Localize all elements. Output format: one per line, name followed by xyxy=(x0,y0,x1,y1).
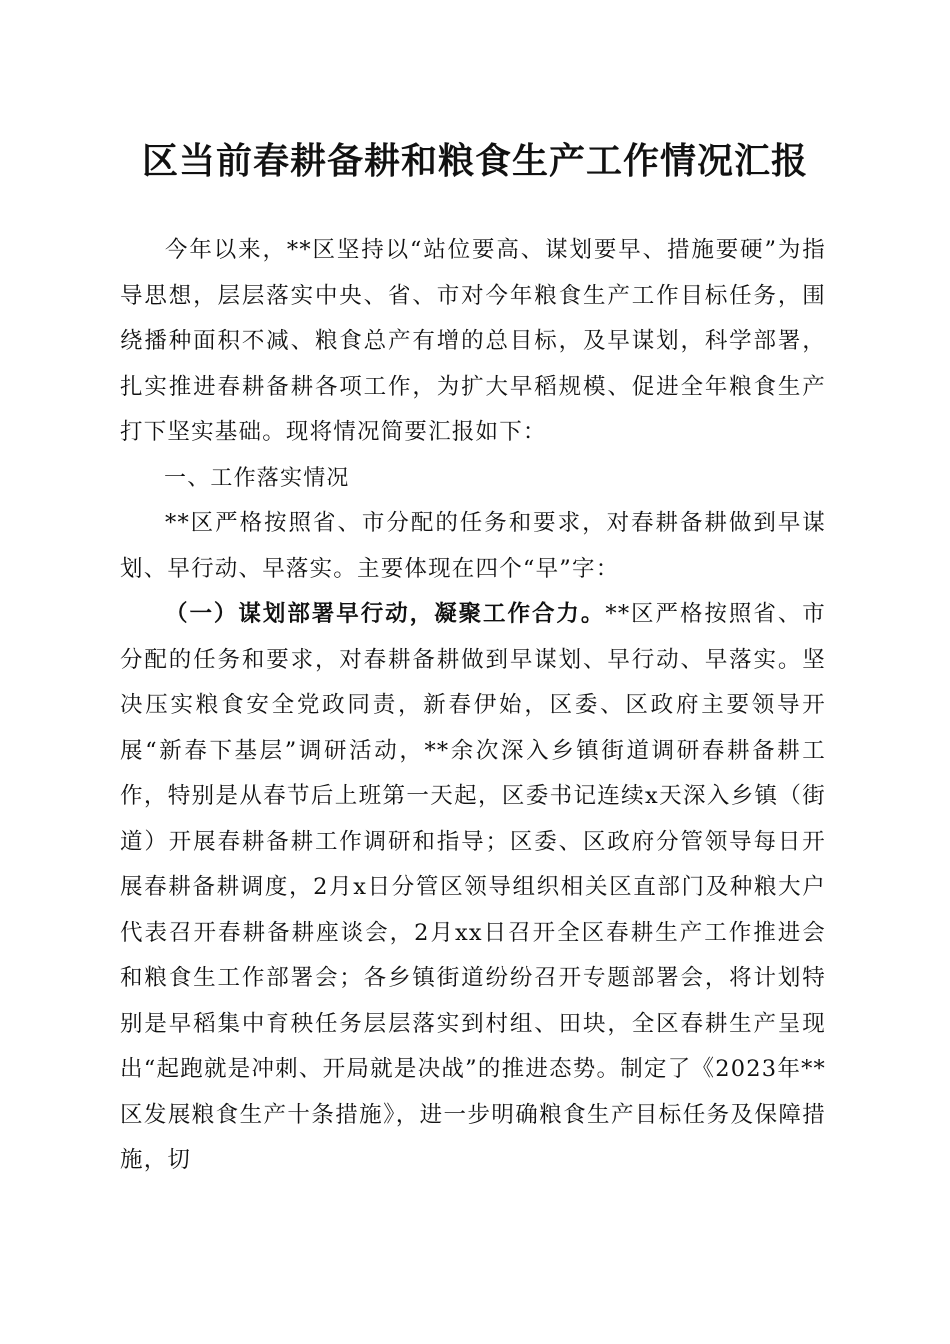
section-heading: 一、工作落实情况 xyxy=(164,465,350,491)
subsection-heading: （一）谋划部署早行动，凝聚工作合力。 xyxy=(165,601,606,627)
intro-paragraph: 今年以来，**区坚持以“站位要高、谋划要早、措施要硬”为指导思想，层层落实中央、省、市对今年粮食生产工作目标任务，围绕播种面积不减、粮食总产有增的总目标，及早谋划，科学部署，扎实推进春耕备耕各项工作，为扩大早稻规模、促进全年粮食生产打下坚实基础。现将情况简要汇报如下： xyxy=(120,237,826,445)
section-intro-paragraph: **区严格按照省、市分配的任务和要求，对春耕备耕做到早谋划、早行动、早落实。主要体现在四个“早”字： xyxy=(120,510,826,582)
document-title: 区当前春耕备耕和粮食生产工作情况汇报 xyxy=(141,140,808,182)
document-body xyxy=(120,228,826,1184)
subsection-body: **区严格按照省、市分配的任务和要求，对春耕备耕做到早谋划、早行动、早落实。坚决压实粮食安全党政同责，新春伊始，区委、区政府主要领导开展“新春下基层”调研活动，**余次深入乡镇街道调研春耕备耕工作，特别是从春节后上班第一天起，区委书记连续x天深入乡镇（街道）开展春耕备耕工作调研和指导；区委、区政府分管领导每日开展春耕备耕调度，2月x日分管区领导组织相关区直部门及种粮大户代表召开春耕备耕座谈会，2月xx日召开全区春耕生产工作推进会和粮食生工作部署会；各乡镇街道纷纷召开专题部署会，将计划特别是早稻集中育秧任务层层落实到村组、田块，全区春耕生产呈现出“起跑就是冲刺、开局就是决战”的推进态势。制定了《2023年**区发展粮食生产十条措施》，进一步明确粮食生产目标任务及保障措施，切 xyxy=(120,601,826,1173)
subsection-paragraph xyxy=(120,592,826,1184)
